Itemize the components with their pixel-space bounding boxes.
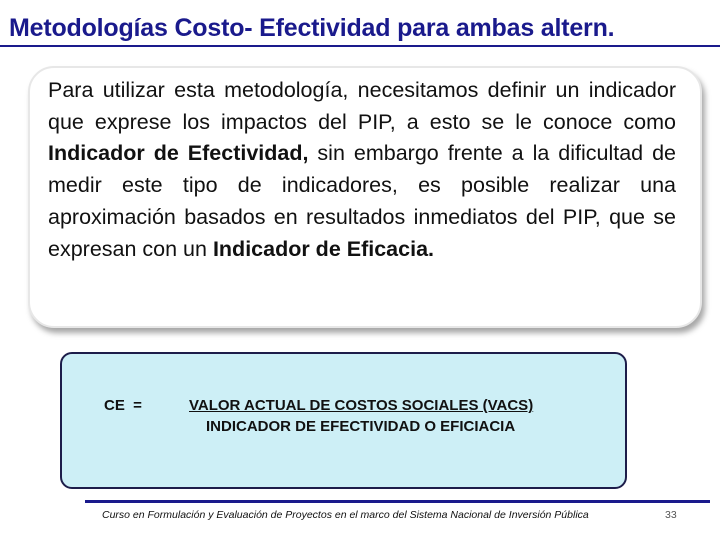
formula-denominator: INDICADOR DE EFECTIVIDAD O EFICIACIA — [206, 418, 516, 435]
formula-lhs: CE = — [104, 397, 142, 414]
body-paragraph — [48, 75, 676, 265]
footer-divider — [85, 500, 710, 503]
footer-course-text: Curso en Formulación y Evaluación de Proyectos en el marco del Sistema Nacional de Inversión Pública — [102, 509, 589, 521]
slide-title: Metodologías Costo- Efectividad para ambas altern. — [9, 14, 615, 42]
title-divider — [0, 45, 720, 47]
paragraph-bold-efficacy: Indicador de Eficacia. — [212, 236, 434, 261]
page-number: 33 — [665, 509, 677, 521]
formula-numerator: VALOR ACTUAL DE COSTOS SOCIALES (VACS) — [189, 397, 534, 414]
paragraph-text-2: sin embargo frente a la dificultad de medir este tipo de indicadores, es posible realizar una aproximación basados en resultados inmediatos del PIP, que se expresan con un — [48, 141, 677, 261]
paragraph-bold-effectiveness: Indicador de Efectividad, — [48, 141, 309, 166]
paragraph-text-1: Para utilizar esta metodología, necesitamos definir un indicador que exprese los impactos del PIP, a esto se le conoce como — [48, 78, 676, 134]
